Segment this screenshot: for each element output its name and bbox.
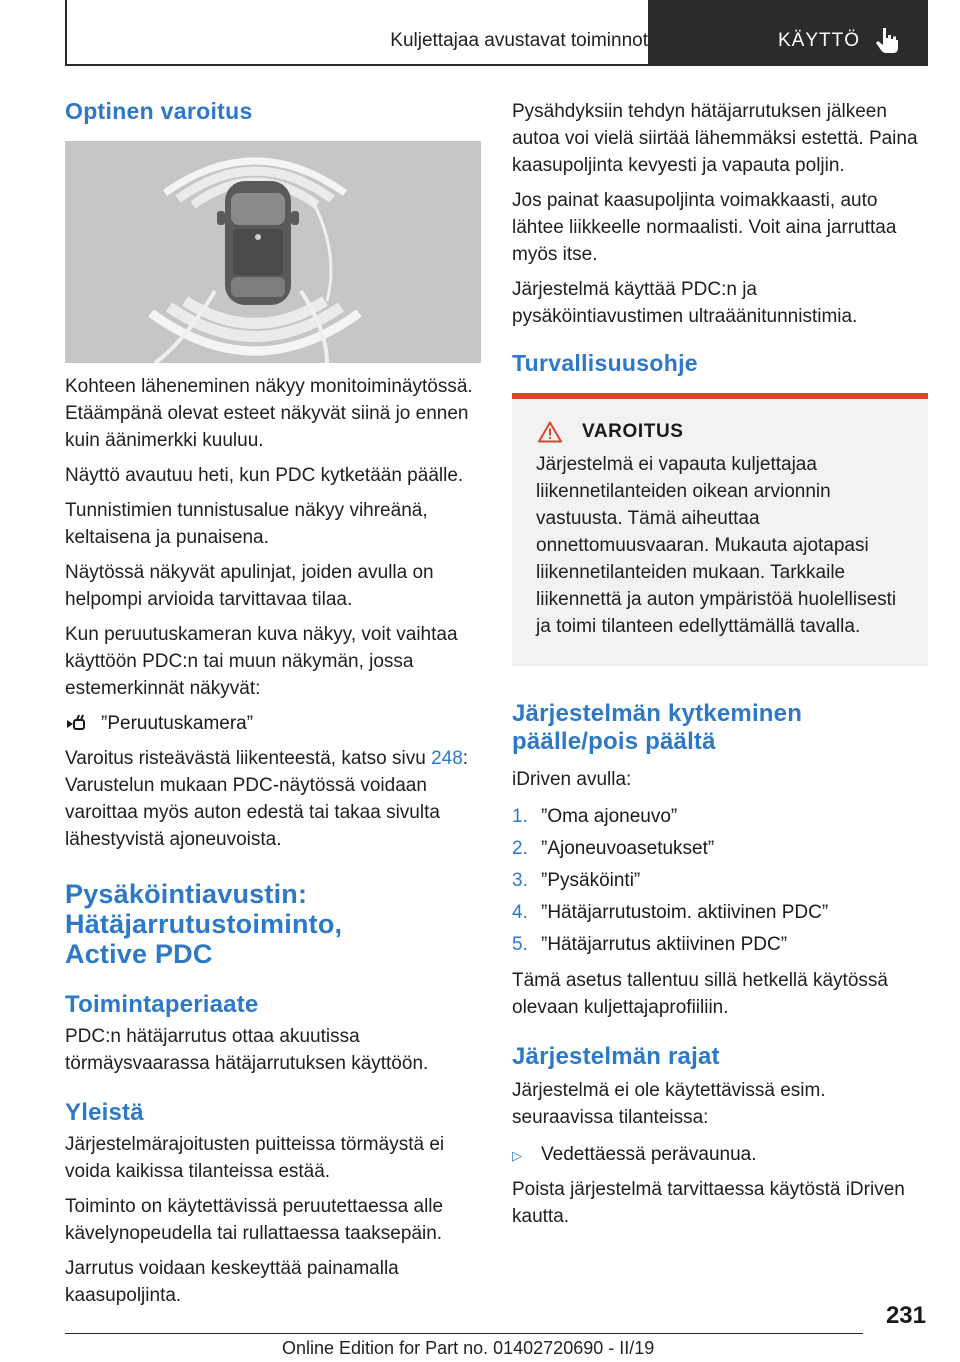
optical-paragraph-5: Kun peruutuskameran kuva näkyy, voit vaihtaa käyttöön PDC:n tai muun näkymän, jossa estemerkinnät näkyvät: [65,624,458,699]
safety-heading: Turvallisuusohje [512,350,698,376]
list-item [512,929,928,961]
page-number: 231 [885,1302,926,1329]
list-item [512,833,928,865]
idrive-steps-list [512,801,928,961]
step-number: 2. [512,838,528,859]
step-number: 5. [512,934,528,955]
optical-paragraph-2: Näyttö avautuu heti, kun PDC kytketään päälle. [65,465,464,486]
optical-paragraph-6: Varustelun mukaan PDC-näytössä voidaan varoittaa myös auton edestä tai takaa sivulta lähestyvistä ajoneuvoista. [65,775,440,850]
limit-item-text: Vedettäessä perävaunua. [541,1144,757,1165]
step-number: 4. [512,902,528,923]
principle-heading: Toimintaperiaate [65,991,259,1018]
step-text: ”Hätäjarrutus aktiivinen PDC” [541,934,788,955]
cross-traffic-colon: : [462,748,469,769]
list-item [512,801,928,833]
cross-traffic-paragraph [65,745,481,853]
optical-warning-heading: Optinen varoitus [65,98,253,124]
warning-title-row [538,421,910,443]
step-text: ”Oma ajoneuvo” [541,806,678,827]
on-off-heading: Järjestelmän kytkeminen päälle/pois päältä [512,700,803,755]
general-paragraph-2: Toiminto on käytettävissä peruutettaessa alle kävelynopeudella tai rullattaessa taaksepäin. [65,1196,444,1244]
list-item [512,865,928,897]
triangle-bullet-icon: ▷ [512,1148,522,1163]
page-link-248[interactable]: 248 [431,748,463,769]
chapter-tab [648,0,926,64]
chapter-label: KÄYTTÖ [778,30,861,51]
general-paragraph-3: Jarrutus voidaan keskeyttää painamalla kaasupoljinta. [65,1258,399,1306]
section-title: Kuljettajaa avustavat toiminnot [390,30,648,51]
list-item [512,897,928,929]
right-paragraph-1: Pysähdyksiin tehdyn hätäjarrutuksen jälkeen autoa voi vielä siirtää lähemmäksi estettä. Paina kaasupoljinta kevyesti ja vapauta poljin. [512,101,918,176]
step-number: 1. [512,806,528,827]
edition-footer: Online Edition for Part no. 01402720690 - II/19 [282,1338,655,1358]
rear-camera-menu-item [65,710,481,737]
footer-divider [65,1333,863,1334]
warning-text: Järjestelmä ei vapauta kuljettajaa liikennetilanteiden oikean arvionnin vastuusta. Tämä aiheuttaa onnettomuusvaaran. Mukauta ajotapasi liikennetilanteiden mukaan. Tarkkaile liikennettä ja auton ympäristöä huolellisesti ja toimi tilanteen edellyttämällä tavalla. [536,454,897,637]
emergency-brake-heading-line-2: Hätäjarrutustoiminto, [65,909,343,939]
parking-car-image [65,141,481,363]
limits-after-text: Poista järjestelmä tarvittaessa käytöstä iDriven kautta. [512,1179,905,1227]
system-limits-heading: Järjestelmän rajat [512,1043,720,1070]
rear-camera-icon [65,714,87,734]
pointing-hand-icon [874,26,900,54]
cross-traffic-text: Varoitus risteävästä liikenteestä, katso sivu [65,748,432,769]
warning-box [512,393,928,666]
optical-paragraph-4: Näytössä näkyvät apulinjat, joiden avulla on helpompi arvioida tarvittavaa tilaa. [65,562,434,610]
step-text: ”Pysäköinti” [541,870,641,891]
list-item [512,1139,928,1172]
general-paragraph-1: Järjestelmärajoitusten puitteissa törmäystä ei voida kaikissa tilanteissa estää. [65,1134,445,1182]
page-header [65,0,928,66]
emergency-brake-heading-line-1: Pysäköintiavustin: [65,879,308,909]
optical-paragraph-3: Tunnistimien tunnistusalue näkyy vihreänä, keltaisena ja punaisena. [65,500,428,548]
right-paragraph-3: Järjestelmä käyttää PDC:n ja pysäköintiavustimen ultraäänitunnistimia. [512,279,858,327]
general-heading: Yleistä [65,1099,144,1126]
emergency-brake-heading [65,879,481,969]
limits-intro: Järjestelmä ei ole käytettävissä esim. seuraavissa tilanteissa: [512,1080,826,1128]
emergency-brake-heading-line-3: Active PDC [65,939,213,969]
right-column [512,98,928,1238]
right-paragraph-2: Jos painat kaasupoljinta voimakkaasti, auto lähtee liikkeelle normaalisti. Voit aina jarruttaa myös itse. [512,190,897,265]
pdc-display-illustration [65,141,481,363]
warning-triangle-icon [538,421,562,443]
idrive-intro: iDriven avulla: [512,769,632,790]
limits-list [512,1139,928,1172]
step-text: ”Hätäjarrutustoim. aktiivinen PDC” [541,902,829,923]
left-column [65,98,481,1317]
warning-title: VAROITUS [582,421,684,442]
principle-text: PDC:n hätäjarrutus ottaa akuutissa törmäysvaarassa hätäjarrutuksen käyttöön. [65,1026,429,1074]
optical-paragraph-1: Kohteen läheneminen näkyy monitoiminäytössä. Etäämpänä olevat esteet näkyvät siinä jo ennen kuin äänimerkki kuuluu. [65,376,473,451]
setting-saved-text: Tämä asetus tallentuu sillä hetkellä käytössä olevaan kuljettajaprofiiliin. [512,970,888,1018]
rear-camera-label: ”Peruutuskamera” [101,713,254,734]
step-text: ”Ajoneuvoasetukset” [541,838,715,859]
step-number: 3. [512,870,528,891]
